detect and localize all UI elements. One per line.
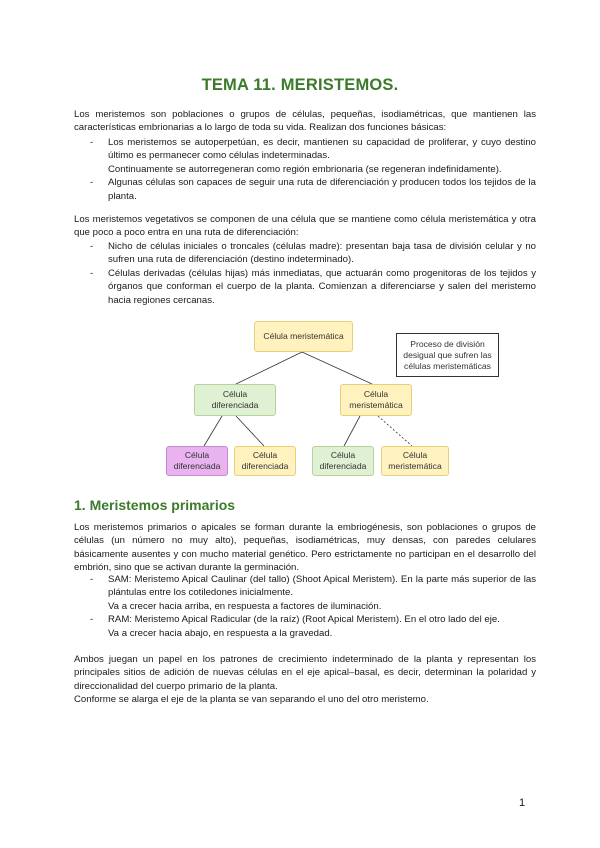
closing-paragraph: Ambos juegan un papel en los patrones de crecimiento indeterminado de la planta y representan los principales sitios de adición de nuevas células en el eje apical–basal, es decir, determinan la polaridad y direccionalidad del cuerpo primario de la planta.: [74, 654, 536, 692]
list-item: [74, 267, 536, 307]
intro-paragraph: Los meristemos son poblaciones o grupos de células, pequeñas, isodiamétricas, que mantienen las características embrionarias a lo largo de toda su vida. Realizan dos funciones básicas:: [74, 109, 536, 134]
bullet-dash: -: [90, 241, 94, 252]
bullet-text: SAM: Meristemo Apical Caulinar (del tallo) (Shoot Apical Meristem). En la parte más superior de las plántulas entre los cotiledones inicialmente.: [108, 574, 536, 599]
list-item: [74, 136, 536, 176]
bullet-dash: -: [90, 614, 94, 626]
section1-paragraph: Los meristemos primarios o apicales se forman durante la embriogénesis, son poblaciones o grupos de células (un número no muy alto), pequeñas, isodiamétricas, muy densas, con paredes celulares básicamente ausentes y con mucho material genético. Pero estrictamente no participan en el desarrollo del embrión, sino que se activan durante la germinación.: [74, 522, 536, 574]
bullet-dash: -: [90, 137, 94, 148]
vegetativos-bullet-list: [74, 240, 536, 307]
connector-line: [302, 352, 372, 384]
bullet-text: RAM: Meristemo Apical Radicular (de la raíz) (Root Apical Meristem). En el otro lado del eje.: [108, 614, 500, 626]
vegetativos-paragraph: Los meristemos vegetativos se componen de una célula que se mantiene como célula meristemática y otra que poco a poco entra en una ruta de diferenciación:: [74, 214, 536, 239]
bullet-dash: -: [90, 177, 94, 189]
page-number: 1: [519, 797, 526, 809]
level2-differentiated-cell-box-3: Célula diferenciada: [312, 446, 374, 476]
level2-differentiated-cell-box-2: Célula diferenciada: [234, 446, 296, 476]
list-item: [74, 613, 536, 640]
bullet-dash: -: [90, 267, 94, 279]
division-note-box: Proceso de división desigual que sufren las células meristemáticas: [396, 333, 499, 377]
bullet-subtext: Va a crecer hacia abajo, en respuesta a la gravedad.: [108, 627, 333, 639]
bullet-text: Algunas células son capaces de seguir una ruta de diferenciación y producen todos los tejidos de la planta.: [108, 177, 536, 202]
bullet-subtext: Va a crecer hacia arriba, en respuesta a factores de iluminación.: [108, 600, 382, 612]
bullet-text: Los meristemos se autoperpetúan, es decir, mantienen su capacidad de proliferar, y cuyo destino último es permanecer como células indeterminadas.: [108, 137, 536, 162]
list-item: [74, 573, 536, 613]
bullet-text: Nicho de células iniciales o troncales (células madre): presentan baja tasa de división celular y no sufren una ruta de diferenciación (destino indeterminado).: [108, 241, 536, 266]
list-item: [74, 176, 536, 203]
level2-meristematic-cell-box: Célula meristemática: [381, 446, 449, 476]
level1-differentiated-cell-box: Célula diferenciada: [194, 384, 276, 416]
root-meristematic-cell-box: Célula meristemática: [254, 321, 353, 352]
list-item: [74, 240, 536, 267]
level1-meristematic-cell-box: Célula meristemática: [340, 384, 412, 416]
connector-line: [236, 352, 302, 384]
connector-line: [236, 416, 264, 446]
connector-line: [344, 416, 360, 446]
section1-bullet-list: [74, 573, 536, 640]
intro-bullet-list: [74, 136, 536, 203]
section-heading: 1. Meristemos primarios: [74, 497, 236, 513]
closing-paragraph-2: Conforme se alarga el eje de la planta se van separando el uno del otro meristemo.: [74, 694, 429, 705]
page-title: TEMA 11. MERISTEMOS.: [201, 76, 399, 94]
bullet-text: Células derivadas (células hijas) más inmediatas, que actuarán como progenitoras de los tejidos y órganos que conforman el cuerpo de la planta. Comienzan a diferenciarse y salen del meristemo hacia regiones cercanas.: [108, 267, 536, 306]
level2-differentiated-cell-box-1: Célula diferenciada: [166, 446, 228, 476]
bullet-dash: -: [90, 574, 94, 585]
connector-line: [378, 416, 412, 446]
bullet-subtext: Continuamente se autorregeneran como región embrionaria (se regeneran indefinidamente).: [108, 163, 502, 175]
connector-line: [204, 416, 222, 446]
